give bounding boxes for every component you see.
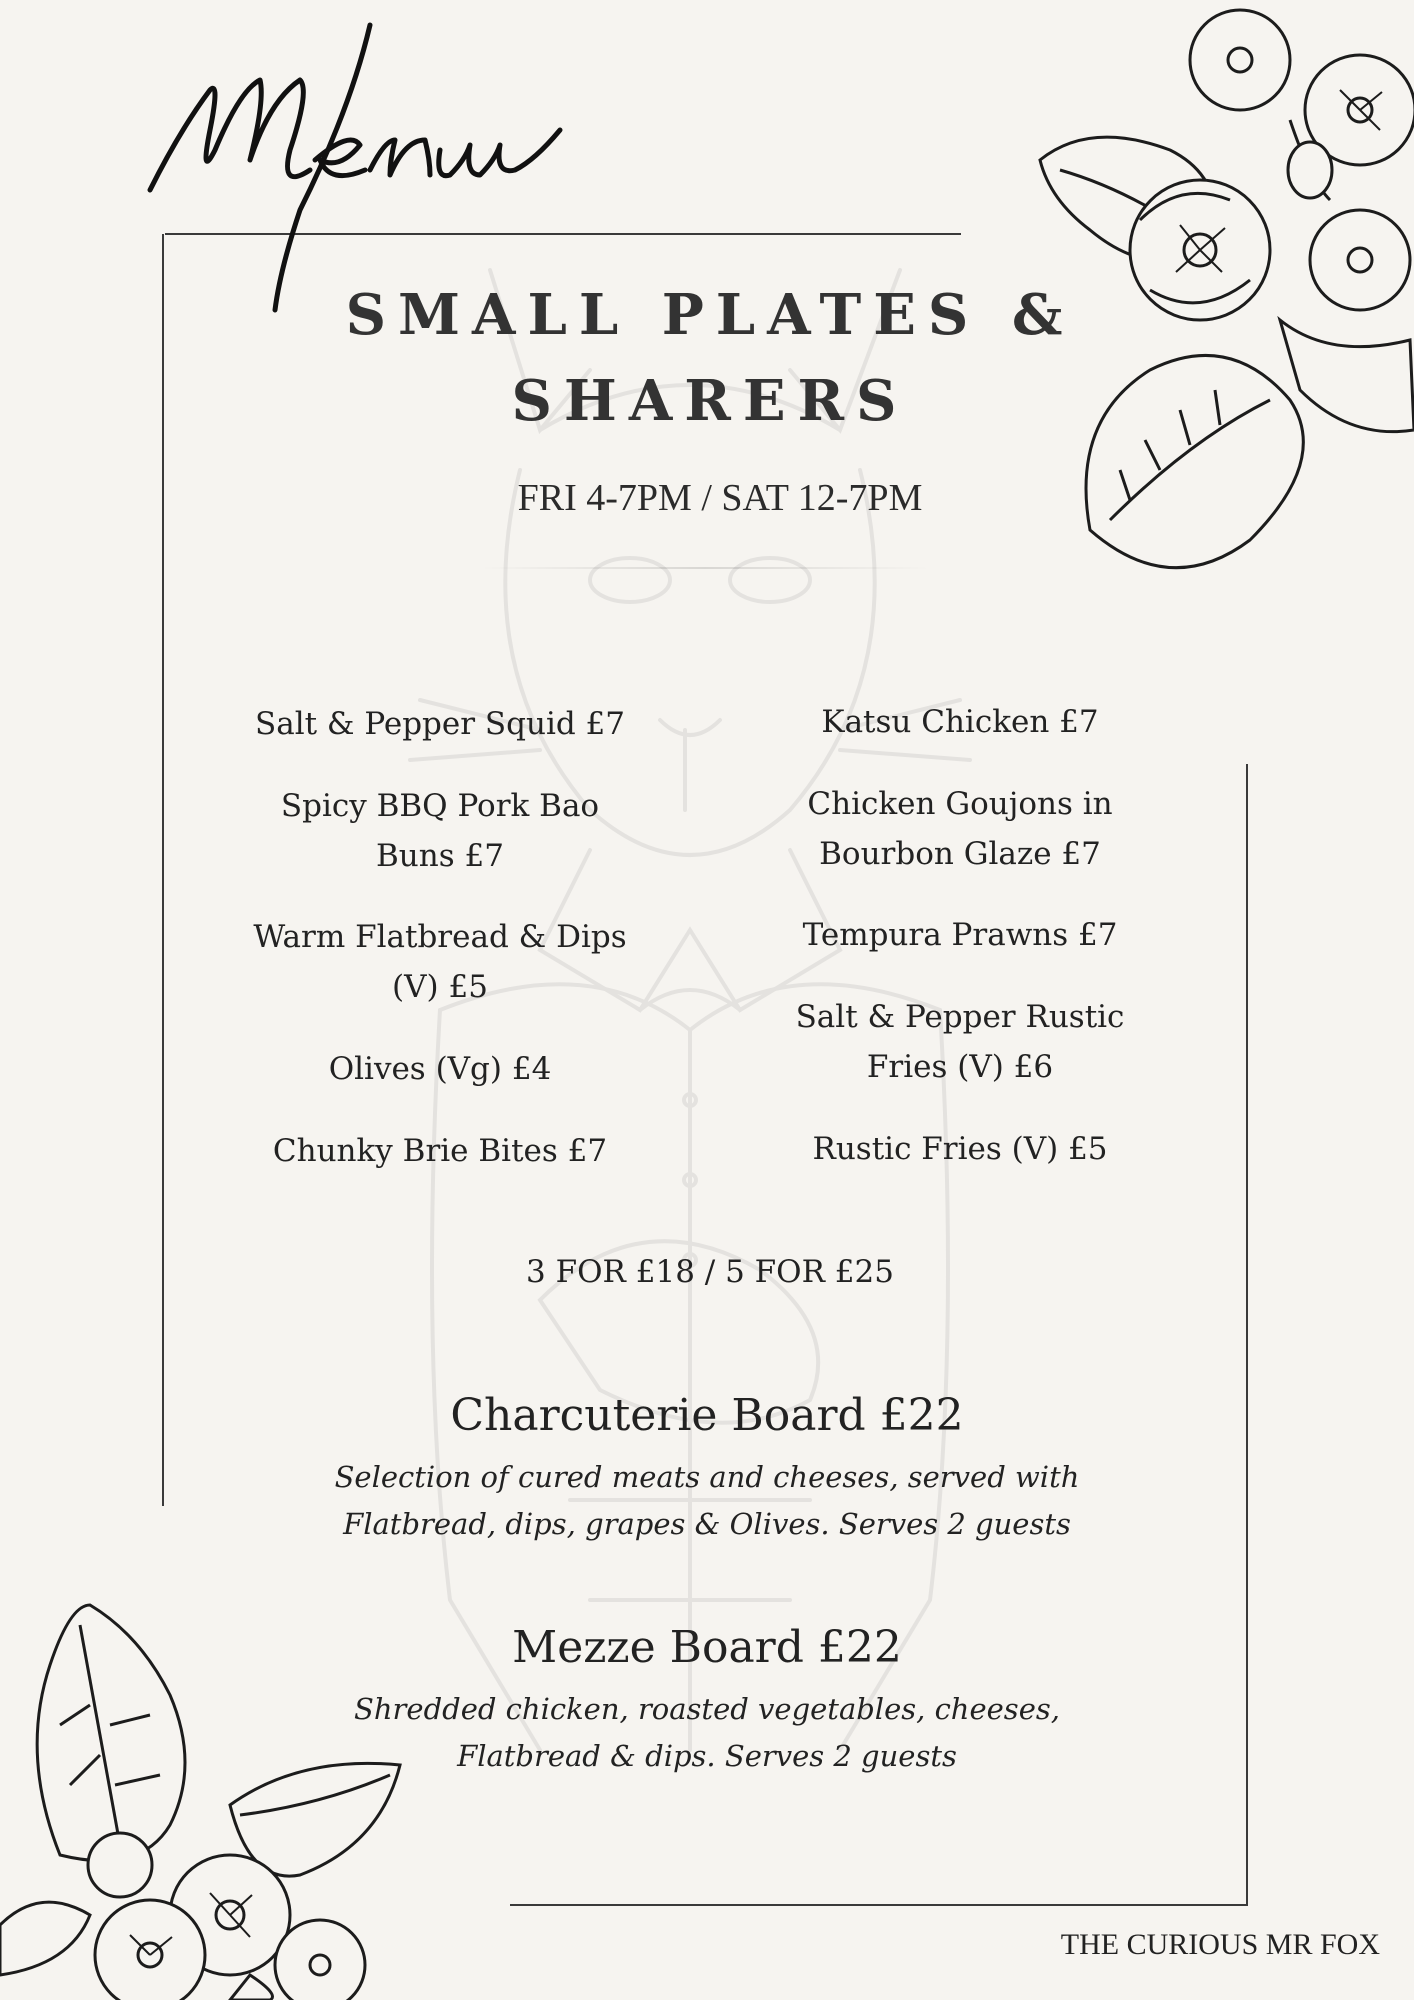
board-title-mezze: Mezze Board £22 [512, 1622, 902, 1673]
menu-item [210, 1044, 670, 1094]
menu-item-line: Chunky Brie Bites £7 [272, 1133, 608, 1169]
section-heading-line1: SMALL PLATES & [345, 282, 1075, 348]
service-hours: FRI 4-7PM / SAT 12-7PM [517, 477, 923, 519]
menu-item [740, 910, 1180, 960]
board-description-mezze [257, 1686, 1157, 1780]
board-description-line: Flatbread, dips, grapes & Olives. Serves 2 guests [343, 1507, 1071, 1541]
menu-item-line: Salt & Pepper Rustic [795, 999, 1125, 1035]
menu-item-line: Bourbon Glaze £7 [819, 836, 1101, 872]
board-description-line: Selection of cured meats and cheeses, served with [334, 1460, 1080, 1494]
menu-item [740, 992, 1180, 1092]
menu-item-line: Rustic Fries (V) £5 [812, 1131, 1108, 1167]
menu-item-line: Katsu Chicken £7 [821, 704, 1099, 740]
menu-item-line: Buns £7 [376, 838, 504, 874]
board-description-line: Flatbread & dips. Serves 2 guests [457, 1739, 957, 1773]
menu-item-line: Olives (Vg) £4 [328, 1051, 552, 1087]
menu-item [210, 781, 670, 881]
frame-bottom-line [510, 1904, 1248, 1906]
board-title-charcuterie: Charcuterie Board £22 [450, 1390, 964, 1441]
frame-left-line [162, 234, 164, 1506]
menu-item-line: Chicken Goujons in [807, 786, 1113, 822]
menu-item-line: (V) £5 [392, 969, 488, 1005]
menu-item-line: Warm Flatbread & Dips [253, 919, 627, 955]
menu-item [740, 779, 1180, 879]
menu-item [210, 1126, 670, 1176]
section-heading-line2: SHARERS [511, 368, 909, 434]
menu-item-line: Tempura Prawns £7 [802, 917, 1118, 953]
menu-item [210, 699, 670, 749]
menu-item [740, 697, 1180, 747]
menu-item-line: Fries (V) £6 [866, 1049, 1054, 1085]
brand-name: THE CURIOUS MR FOX [1060, 1928, 1380, 1961]
bundle-deal: 3 FOR £18 / 5 FOR £25 [526, 1254, 894, 1290]
heading-divider [480, 567, 930, 569]
menu-item-line: Spicy BBQ Pork Bao [280, 788, 600, 824]
menu-script-title [140, 10, 600, 320]
menu-item [210, 912, 670, 1012]
board-description-line: Shredded chicken, roasted vegetables, cheeses, [354, 1692, 1060, 1726]
menu-item [740, 1124, 1180, 1174]
frame-right-line [1246, 764, 1248, 1906]
menu-item-line: Salt & Pepper Squid £7 [254, 706, 626, 742]
board-description-charcuterie [257, 1454, 1157, 1548]
